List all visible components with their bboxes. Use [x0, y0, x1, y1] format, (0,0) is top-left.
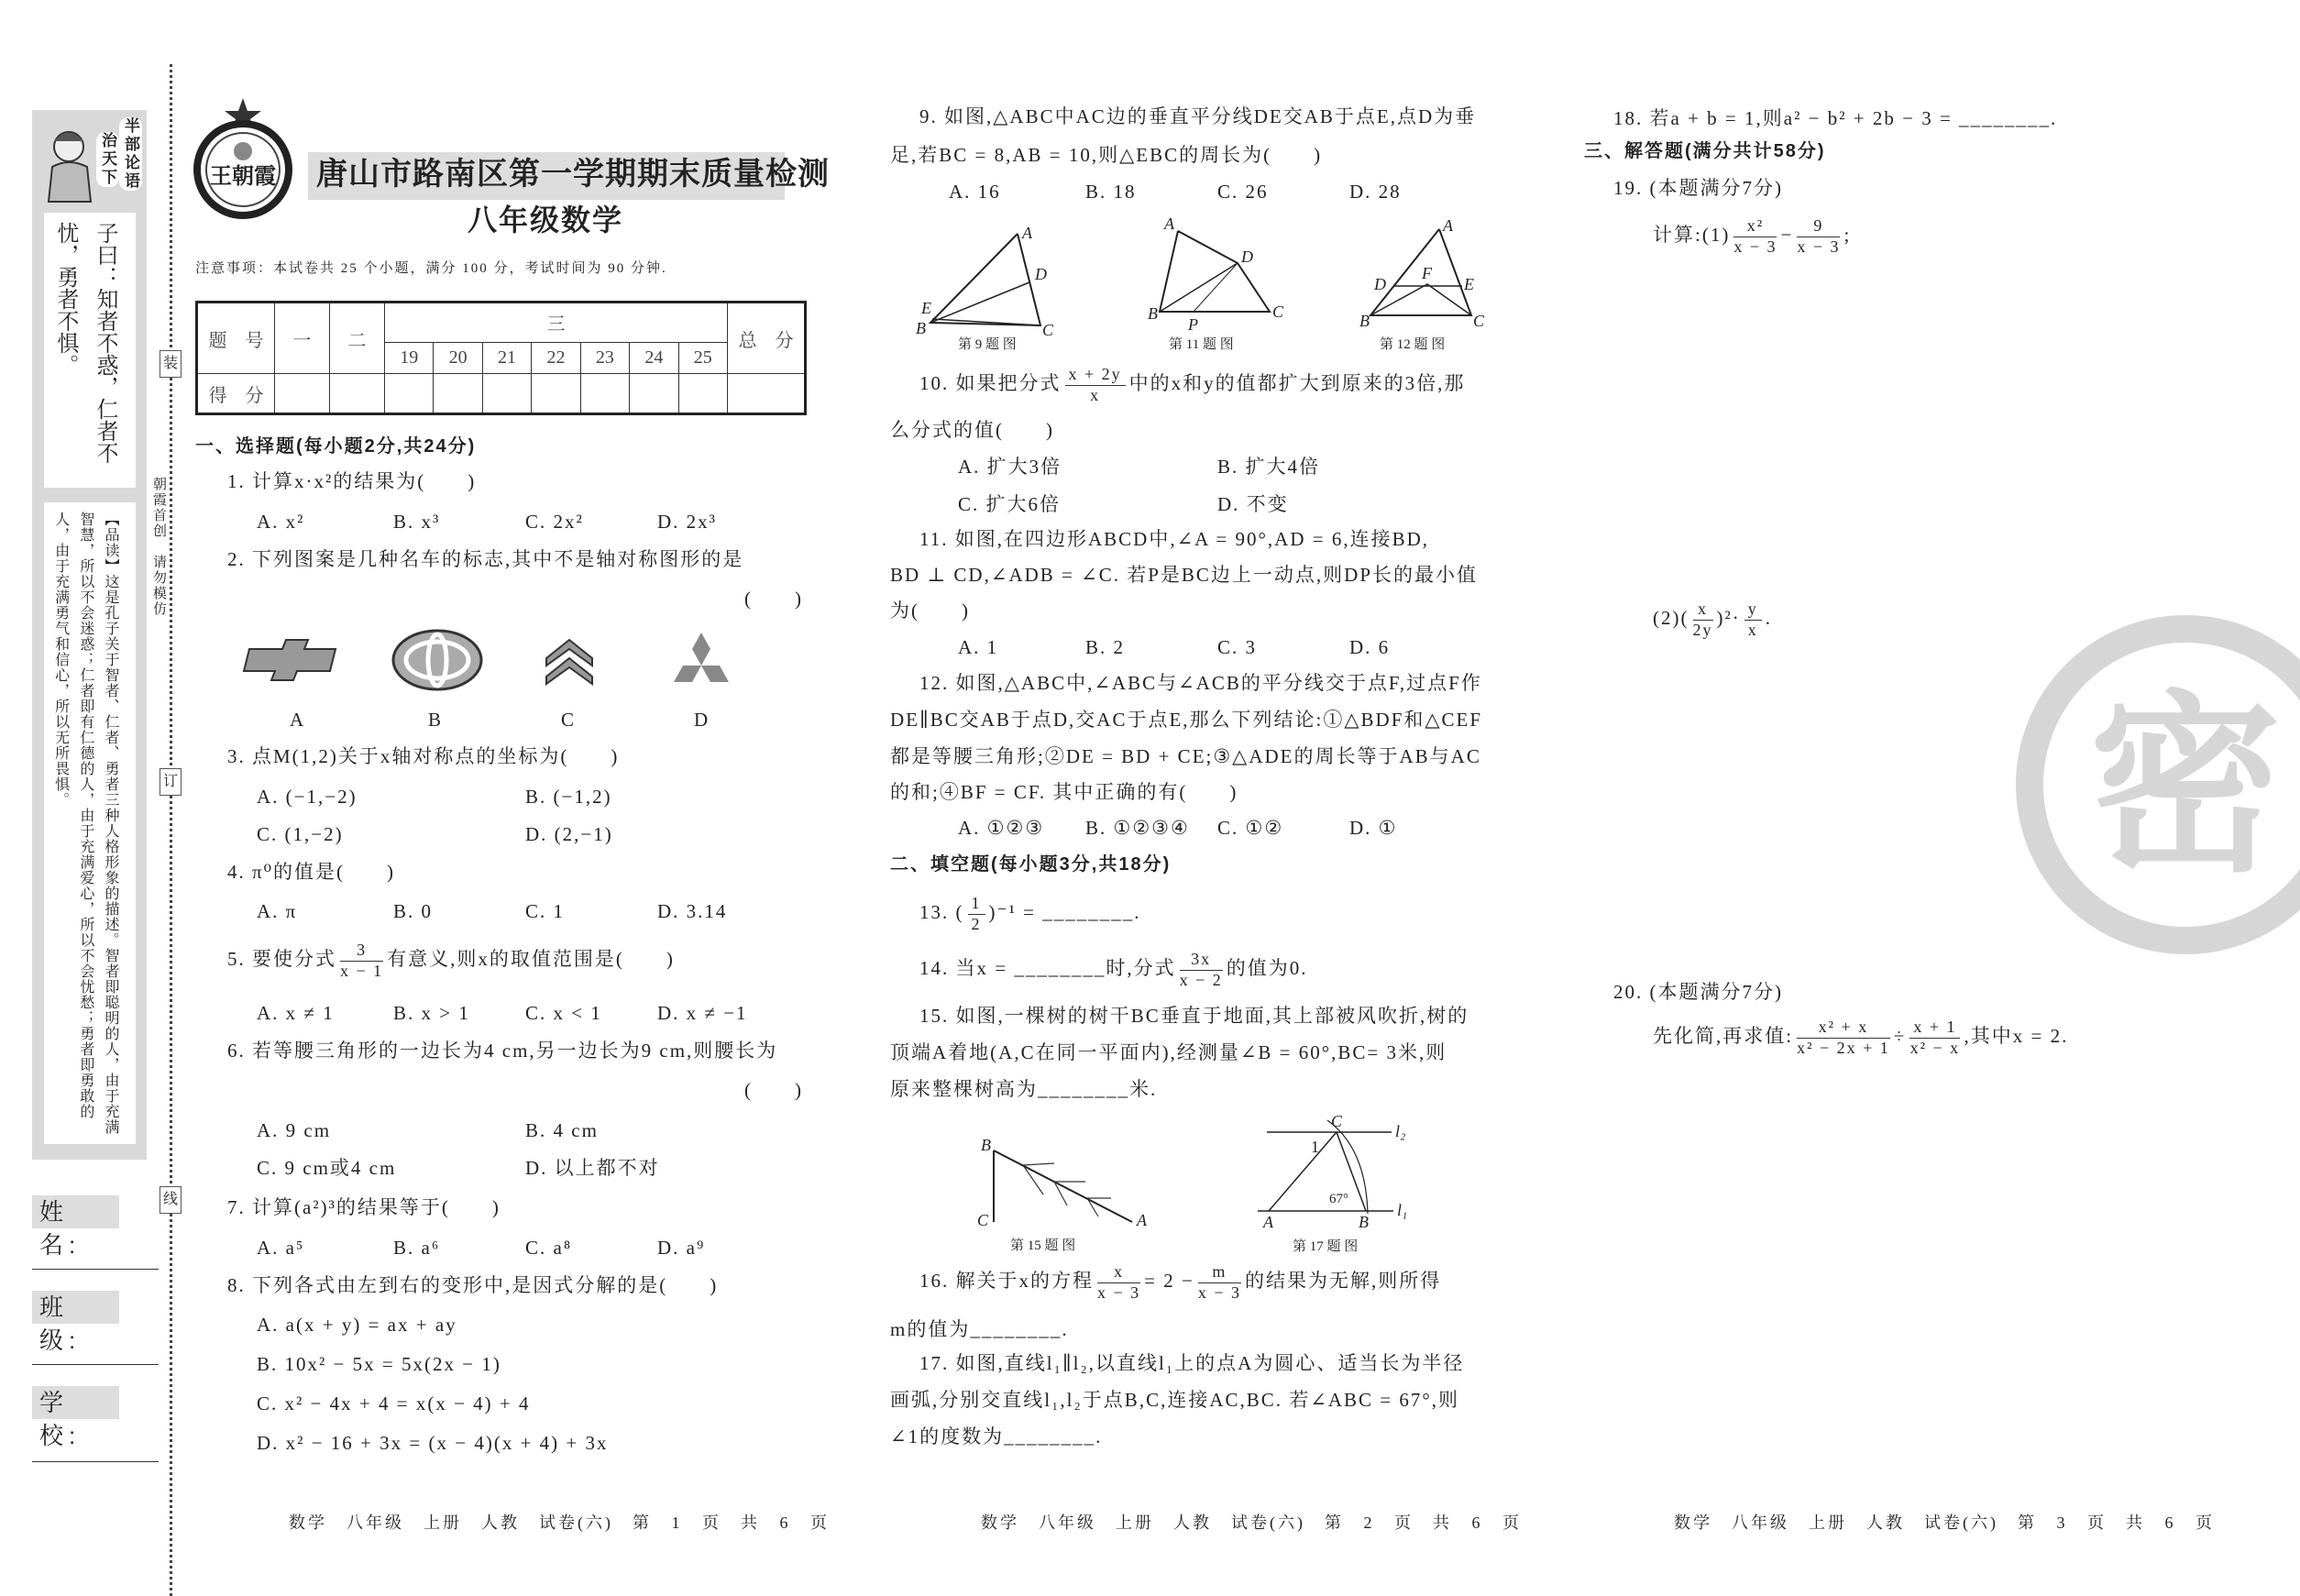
- svg-text:C: C: [977, 1211, 989, 1229]
- denominator: x² − 2x + 1: [1797, 1038, 1890, 1057]
- figure-q12: [1352, 213, 1499, 355]
- score-cell[interactable]: [434, 374, 482, 414]
- q12-line3: 都是等腰三角形;②DE = BD + CE;③△ADE的周长等于AB与AC: [890, 745, 1481, 767]
- svg-text:D: D: [1241, 248, 1253, 266]
- quote-box: 子曰：知者不惑，仁者不忧，勇者不惧。: [44, 213, 136, 488]
- answer-option: B. (−1,2): [525, 786, 612, 808]
- name-label: 姓 名:: [32, 1195, 119, 1228]
- q19-part1: [1653, 216, 1851, 257]
- q10-line2: 么分式的值( ): [890, 419, 1054, 441]
- score-cell[interactable]: [385, 374, 434, 414]
- q19-text: ;: [1843, 223, 1852, 246]
- numerator: 9: [1797, 216, 1840, 237]
- svg-text:D: D: [1374, 275, 1386, 293]
- q9: 9. 如图,△ABC中AC边的垂直平分线DE交AB于点E,点D为垂: [919, 105, 1477, 127]
- th-section-2: 二: [330, 303, 385, 374]
- answer-option: B. 扩大4倍: [1217, 456, 1321, 478]
- q2-answer-paren: ( ): [744, 588, 803, 610]
- fraction: [1909, 1018, 1960, 1058]
- q12-line4: 的和;④BF = CF. 其中正确的有( ): [890, 781, 1238, 803]
- denominator: x² − x: [1909, 1038, 1961, 1057]
- q3: 3. 点M(1,2)关于x轴对称点的坐标为( ): [227, 745, 620, 767]
- answer-option: A. 16: [949, 181, 1001, 203]
- binding-line: [170, 64, 172, 1596]
- svg-text:B: B: [1359, 312, 1370, 330]
- operator: −: [1780, 223, 1794, 246]
- answer-option: B: [428, 709, 444, 731]
- q1: 1. 计算x·x²的结果为( ): [227, 470, 477, 492]
- class-field[interactable]: [32, 1364, 159, 1365]
- svg-text:第 11 题 图: 第 11 题 图: [1169, 337, 1234, 352]
- svg-text:C: C: [1473, 312, 1485, 330]
- fraction: [1180, 950, 1223, 990]
- svg-text:A: A: [1137, 1211, 1147, 1229]
- score-cell[interactable]: [532, 374, 580, 414]
- q2: 2. 下列图案是几种名车的标志,其中不是轴对称图形的是: [227, 548, 744, 570]
- answer-option: B. 10x² − 5x = 5x(2x − 1): [257, 1353, 501, 1375]
- confucius-cartoon-icon: [39, 121, 104, 204]
- denominator: 2: [971, 914, 982, 933]
- q16-text: 的结果为无解,则所得: [1245, 1269, 1442, 1292]
- school-field[interactable]: [32, 1461, 159, 1462]
- q8: 8. 下列各式由左到右的变形中,是因式分解的是( ): [227, 1274, 719, 1296]
- th-question-25: 25: [678, 342, 727, 373]
- q18: 18. 若a + b = 1,则a² − b² + 2b − 3 = ________.: [1613, 107, 2058, 129]
- answer-option: D. x ≠ −1: [657, 1002, 748, 1024]
- svg-text:1: 1: [1311, 1138, 1319, 1156]
- answer-option: A. a⁵: [257, 1237, 305, 1259]
- fraction: [340, 941, 383, 981]
- q20-text: 先化简,再求值:: [1653, 1024, 1794, 1047]
- figure-q11: [1128, 213, 1302, 355]
- q16-text: = 2 −: [1144, 1269, 1194, 1292]
- th-section-3: 三: [385, 303, 728, 343]
- score-cell[interactable]: [678, 374, 727, 414]
- q20-text: ,其中x = 2.: [1964, 1024, 2069, 1047]
- numerator: x²: [1733, 216, 1777, 237]
- fraction: [1797, 1018, 1890, 1058]
- svg-text:第 15 题 图: 第 15 题 图: [1010, 1238, 1076, 1253]
- svg-text:B: B: [981, 1136, 991, 1154]
- q11: 11. 如图,在四边形ABCD中,∠A = 90°,AD = 6,连接BD,: [919, 528, 1430, 550]
- q19-part2: (2)( $\frac{x}{2y}$ )²· $\frac{y}{x}$ .: [1653, 600, 1773, 639]
- q5: [227, 941, 675, 981]
- car-logos: [238, 623, 752, 697]
- th-question-21: 21: [482, 342, 531, 373]
- q16: [919, 1262, 1441, 1303]
- row-score-label: 得 分: [197, 374, 275, 414]
- answer-option: D. 6: [1349, 636, 1391, 658]
- numerator: x² + x: [1797, 1018, 1890, 1039]
- score-cell[interactable]: [330, 374, 385, 414]
- svg-text:A: A: [1263, 1213, 1273, 1231]
- q15-line3: 原来整棵树高为________米.: [890, 1078, 1158, 1100]
- q6: 6. 若等腰三角形的一边长为4 cm,另一边长为9 cm,则腰长为: [227, 1040, 778, 1062]
- answer-option: A. x ≠ 1: [257, 1002, 335, 1024]
- binding-mark: 线: [160, 1186, 182, 1214]
- answer-option: D. (2,−1): [525, 823, 613, 845]
- q10-text: 中的x和y的值都扩大到原来的3倍,那: [1128, 371, 1466, 394]
- th-question-20: 20: [434, 342, 482, 373]
- figure-q15: [972, 1132, 1155, 1256]
- answer-option: A. ①②③: [958, 817, 1045, 839]
- svg-text:A: A: [1443, 216, 1453, 235]
- numerator: 3x: [1180, 950, 1223, 971]
- fraction: [1065, 365, 1126, 405]
- svg-text:王朝霞: 王朝霞: [210, 165, 276, 189]
- svg-text:密: 密: [2088, 674, 2283, 898]
- answer-option: A. x²: [257, 511, 305, 533]
- q13-text: 13.: [919, 900, 950, 923]
- svg-text:第 9 题 图: 第 9 题 图: [958, 337, 1017, 352]
- score-cell[interactable]: [275, 374, 330, 414]
- denominator: x: [1090, 385, 1101, 404]
- figure-q9: [912, 220, 1077, 353]
- q12: 12. 如图,△ABC中,∠ABC与∠ACB的平分线交于点F,过点F作: [919, 672, 1482, 694]
- section-3-heading: 三、解答题(满分共计58分): [1584, 141, 1826, 161]
- fraction: [1744, 600, 1762, 640]
- answer-option: B. a⁶: [393, 1237, 441, 1259]
- svg-text:C: C: [1331, 1112, 1343, 1130]
- numerator: y: [1744, 600, 1762, 621]
- denominator: x − 3: [1197, 1282, 1241, 1302]
- q12-line2: DE∥BC交AB于点D,交AC于点E,那么下列结论:①△BDF和△CEF: [890, 709, 1483, 731]
- answer-option: B. x > 1: [393, 1002, 470, 1024]
- class-label: 班 级:: [32, 1291, 119, 1324]
- q10-text: 10. 如果把分式: [919, 371, 1062, 394]
- denominator: x − 2: [1179, 970, 1223, 989]
- q17-line3: ∠1的度数为________.: [890, 1425, 1103, 1447]
- sidebar-panel: [32, 110, 147, 1160]
- answer-option: B. 18: [1085, 181, 1137, 203]
- fraction: [1733, 216, 1777, 257]
- q9-line2: 足,若BC = 8,AB = 10,则△EBC的周长为( ): [890, 144, 1323, 166]
- svg-text:E: E: [921, 299, 931, 317]
- mitsubishi-logo-icon: [674, 633, 729, 682]
- binding-mark: 订: [160, 768, 182, 796]
- page-footer-3: 数学 八年级 上册 人教 试卷(六) 第 3 页 共 6 页: [1674, 1513, 2215, 1532]
- answer-option: C. ①②: [1217, 817, 1284, 839]
- q19-text: ²·: [1724, 606, 1741, 629]
- motto-a: 半部论语: [119, 117, 142, 191]
- school-label: 学 校:: [32, 1386, 119, 1419]
- numerator: x + 2y: [1065, 365, 1126, 386]
- svg-text:l₁: l₁: [1397, 1201, 1408, 1219]
- fraction: [1797, 216, 1840, 257]
- numerator: x: [1693, 600, 1713, 621]
- q19-text: (2): [1653, 606, 1681, 629]
- answer-option: C. x² − 4x + 4 = x(x − 4) + 4: [257, 1392, 531, 1414]
- svg-text:l₂: l₂: [1395, 1122, 1406, 1140]
- answer-option: B. x³: [393, 511, 441, 533]
- binding-mark: 装: [160, 350, 182, 378]
- exam-subtitle: 八年级数学: [468, 204, 624, 237]
- score-cell[interactable]: [630, 374, 678, 414]
- svg-text:C: C: [1272, 303, 1284, 321]
- q7: 7. 计算(a²)³的结果等于( ): [227, 1196, 501, 1218]
- section-1-heading: 一、选择题(每小题2分,共24分): [195, 436, 477, 457]
- reading-box: 【品读】这是孔子关于智者、仁者、勇者三种人格形象的描述。智者即聪明的人，由于充满智慧，所以不会迷惑；仁者即有仁德的人，由于充满爱心，所以不会忧愁；勇者即勇敢的人，由于充满勇气和信心，所以无所畏惧。: [44, 502, 136, 1144]
- q16-text: 16. 解关于x的方程: [919, 1269, 1094, 1292]
- svg-text:C: C: [1042, 321, 1054, 339]
- fraction: [1097, 1262, 1140, 1303]
- numerator: 1: [968, 894, 985, 915]
- answer-option: B. 4 cm: [525, 1119, 599, 1141]
- q13-text: ⁻¹ = ________.: [996, 900, 1141, 923]
- answer-option: C: [561, 709, 577, 731]
- denominator: x − 3: [1733, 237, 1777, 256]
- exam-notice: 注意事项：本试卷共 25 个小题，满分 100 分，考试时间为 90 分钟.: [195, 261, 667, 276]
- q20-heading: 20. (本题满分7分): [1613, 981, 1783, 1003]
- answer-option: A. 1: [958, 636, 999, 658]
- numerator: x + 1: [1909, 1018, 1960, 1039]
- denominator: x − 1: [340, 961, 384, 980]
- answer-option: D. a⁹: [657, 1237, 706, 1259]
- svg-text:B: B: [1148, 304, 1158, 323]
- answer-option: B. 0: [393, 900, 434, 922]
- score-table: [195, 301, 807, 415]
- citroen-logo-icon: [546, 640, 592, 684]
- score-cell[interactable]: [728, 374, 806, 414]
- q11-line2: BD ⊥ CD,∠ADB = ∠C. 若P是BC边上一动点,则DP长的最小值: [890, 564, 1479, 586]
- q15-line2: 顶端A着地(A,C在同一平面内),经测量∠B = 60°,BC= 3米,则: [890, 1041, 1447, 1063]
- answer-option: C. 9 cm或4 cm: [257, 1157, 397, 1179]
- section-2-heading: 二、填空题(每小题3分,共18分): [890, 854, 1172, 875]
- score-cell[interactable]: [482, 374, 531, 414]
- q19-text: .: [1765, 606, 1773, 629]
- svg-text:P: P: [1188, 315, 1198, 334]
- th-question-no: 题 号: [197, 303, 275, 374]
- svg-text:E: E: [1464, 275, 1474, 293]
- svg-text:A: A: [1164, 215, 1174, 233]
- svg-text:67°: 67°: [1329, 1192, 1348, 1206]
- copyright-note: 朝霞首创 请勿模仿: [151, 477, 166, 617]
- q4: 4. π⁰的值是( ): [227, 861, 396, 883]
- svg-text:第 17 题 图: 第 17 题 图: [1293, 1239, 1359, 1254]
- answer-option: D. 以上都不对: [525, 1157, 660, 1179]
- answer-option: A. 扩大3倍: [958, 456, 1062, 478]
- answer-option: D. 2x³: [657, 511, 717, 533]
- answer-option: A. a(x + y) = ax + ay: [257, 1314, 457, 1336]
- answer-option: C. a⁸: [525, 1237, 573, 1259]
- denominator: x − 3: [1797, 237, 1841, 256]
- th-question-23: 23: [580, 342, 629, 373]
- q5-text: 5. 要使分式: [227, 947, 336, 970]
- name-field[interactable]: [32, 1269, 159, 1270]
- svg-text:A: A: [1022, 224, 1032, 242]
- q5-text: 有意义,则x的取值范围是( ): [387, 947, 675, 970]
- answer-option: B. ①②③④: [1085, 817, 1190, 839]
- svg-text:B: B: [916, 319, 926, 337]
- answer-option: D: [694, 709, 710, 731]
- denominator: 2y: [1692, 620, 1713, 639]
- answer-option: B. 2: [1085, 636, 1126, 658]
- answer-option: D. 28: [1349, 181, 1402, 203]
- th-question-19: 19: [385, 342, 434, 373]
- denominator: x: [1747, 620, 1758, 639]
- motto-b: 治天下: [96, 132, 119, 187]
- brand-logo: [188, 96, 298, 220]
- answer-option: D. 不变: [1217, 493, 1289, 515]
- confidential-watermark: [2008, 605, 2300, 972]
- q15: 15. 如图,一棵树的树干BC垂直于地面,其上部被风吹折,树的: [919, 1005, 1469, 1027]
- answer-option: A. π: [257, 900, 298, 922]
- figure-q17: [1256, 1111, 1439, 1258]
- q20-body: [1653, 1018, 2068, 1058]
- q14-text: 14. 当x = ________时,分式: [919, 956, 1176, 979]
- q17: 17. 如图,直线l₁∥l₂,以直线l₁上的点A为圆心、适当长为半径: [919, 1352, 1465, 1374]
- q17-line2: 画弧,分别交直线l₁,l₂于点B,C,连接AC,BC. 若∠ABC = 67°,则: [890, 1389, 1460, 1411]
- q13: 13. ( $\frac{1}{2}$ )⁻¹ = ________.: [919, 894, 1141, 933]
- q19-heading: 19. (本题满分7分): [1613, 177, 1783, 199]
- exam-title: 唐山市路南区第一学期期末质量检测: [316, 157, 830, 192]
- answer-option: A. (−1,−2): [257, 786, 358, 808]
- q16-line2: m的值为________.: [890, 1318, 1069, 1340]
- page-footer-1: 数学 八年级 上册 人教 试卷(六) 第 1 页 共 6 页: [289, 1513, 830, 1532]
- answer-option: C. 扩大6倍: [958, 493, 1062, 515]
- q14-text: 的值为0.: [1226, 956, 1308, 979]
- numerator: m: [1198, 1262, 1241, 1283]
- answer-option: C. 2x²: [525, 511, 584, 533]
- denominator: x − 3: [1097, 1282, 1141, 1302]
- answer-option: C. (1,−2): [257, 823, 344, 845]
- q14: [919, 950, 1308, 990]
- th-section-1: 一: [275, 303, 330, 374]
- score-cell[interactable]: [580, 374, 629, 414]
- th-question-24: 24: [630, 342, 678, 373]
- page-footer-2: 数学 八年级 上册 人教 试卷(六) 第 2 页 共 6 页: [981, 1513, 1522, 1532]
- q19-text: 计算:(1): [1653, 223, 1731, 246]
- fraction: [1693, 600, 1713, 640]
- th-total: 总 分: [728, 303, 806, 374]
- toyota-logo-icon: [393, 631, 481, 689]
- operator: ÷: [1893, 1024, 1907, 1047]
- answer-option: C. 3: [1217, 636, 1258, 658]
- numerator: 3: [340, 941, 383, 962]
- chevrolet-logo-icon: [244, 640, 336, 680]
- svg-text:D: D: [1035, 265, 1047, 283]
- svg-text:B: B: [1359, 1213, 1369, 1231]
- answer-option: C. 26: [1217, 181, 1269, 203]
- svg-text:F: F: [1422, 264, 1432, 282]
- th-question-22: 22: [532, 342, 580, 373]
- answer-option: A. 9 cm: [257, 1119, 332, 1141]
- numerator: x: [1097, 1262, 1140, 1283]
- q6-answer-paren: ( ): [744, 1079, 803, 1101]
- answer-option: A: [290, 709, 306, 731]
- answer-option: C. 1: [525, 900, 566, 922]
- fraction: [1198, 1262, 1241, 1303]
- fraction: [968, 894, 985, 934]
- q10: [919, 365, 1465, 405]
- answer-option: D. ①: [1349, 817, 1398, 839]
- answer-option: D. x² − 16 + 3x = (x − 4)(x + 4) + 3x: [257, 1432, 609, 1454]
- q11-line3: 为( ): [890, 600, 970, 622]
- answer-option: D. 3.14: [657, 900, 728, 922]
- answer-option: C. x < 1: [525, 1002, 602, 1024]
- svg-text:第 12 题 图: 第 12 题 图: [1380, 337, 1446, 352]
